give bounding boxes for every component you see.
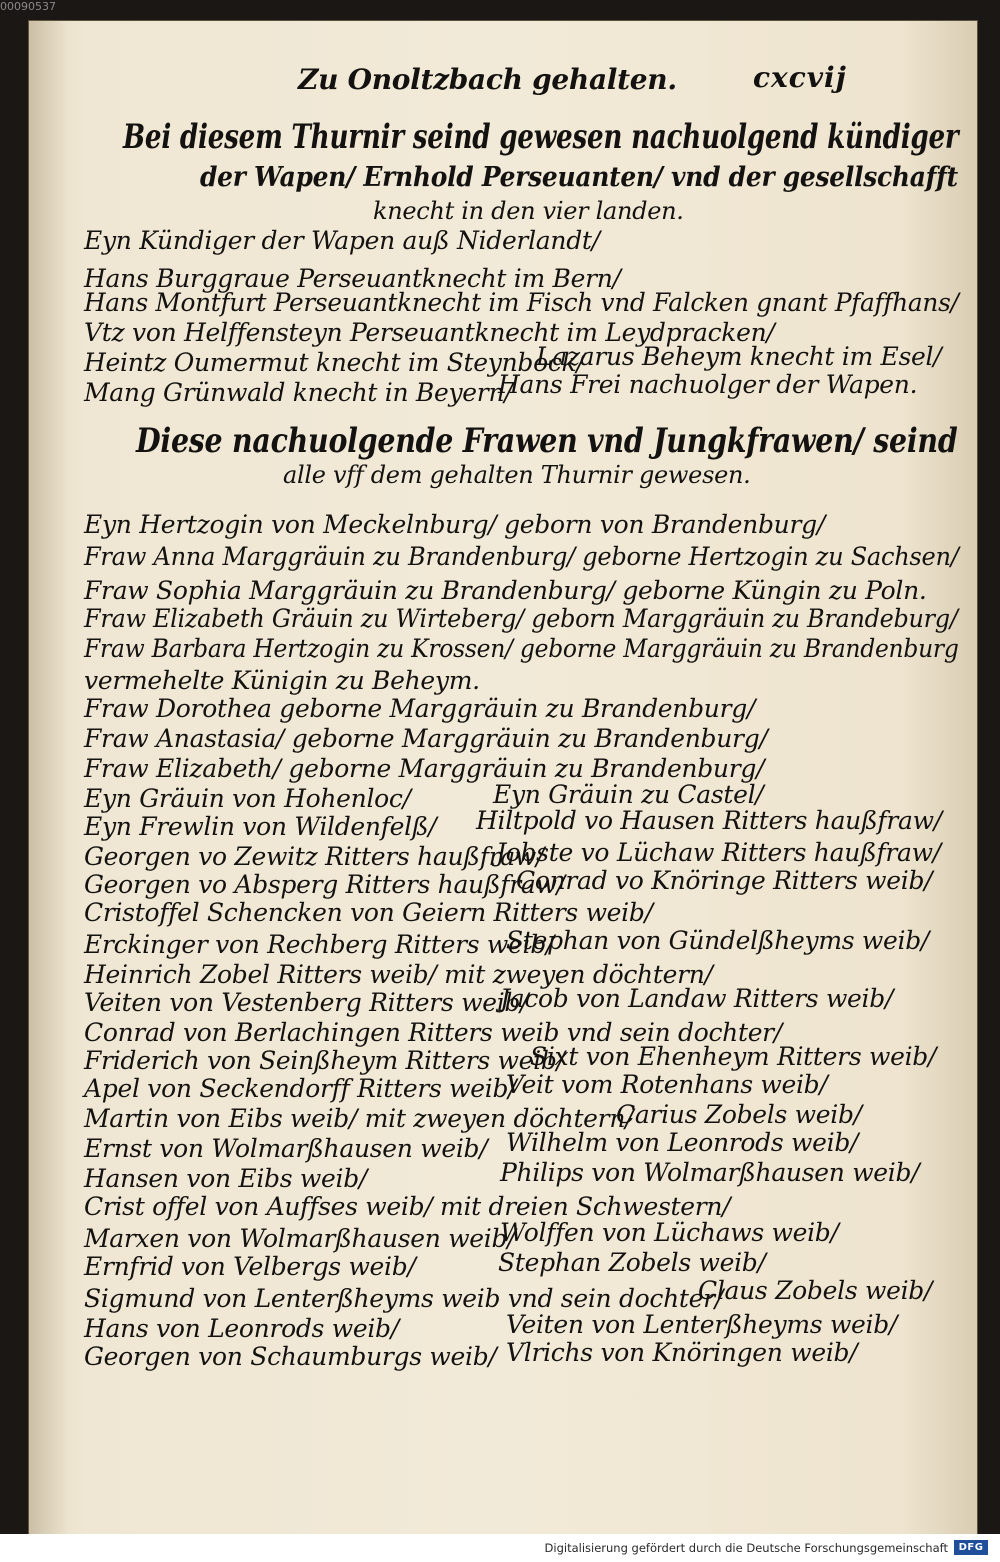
list-item: Carius Zobels weib/ <box>616 1100 862 1129</box>
section1-heading-line3: knecht in den vier landen. <box>373 197 684 225</box>
list-item: Eyn Kündiger der Wapen auß Niderlandt/ <box>84 226 600 255</box>
section2-heading-line2: alle vff dem gehalten Thurnir gewesen. <box>283 461 751 489</box>
list-item: Ernst von Wolmarßhausen weib/ <box>84 1134 488 1163</box>
digitization-footer <box>0 1534 1000 1562</box>
folio-number: cxcvij <box>753 61 847 94</box>
list-item: Marxen von Wolmarßhausen weib/ <box>84 1224 516 1253</box>
list-item: Ernfrid von Velbergs weib/ <box>84 1252 416 1281</box>
list-item: Fraw Barbara Hertzogin zu Krossen/ geborne Marggräuin zu Brandenburg <box>84 634 959 663</box>
list-item: Fraw Elizabeth/ geborne Marggräuin zu Brandenburg/ <box>84 754 765 783</box>
list-item: Veit vom Rotenhans weib/ <box>506 1070 828 1099</box>
list-item: Veiten von Vestenberg Ritters weib/ <box>84 988 529 1017</box>
list-item: Hansen von Eibs weib/ <box>84 1164 368 1193</box>
list-item: Apel von Seckendorff Ritters weib/ <box>84 1074 517 1103</box>
list-item: Hans von Leonrods weib/ <box>84 1314 399 1343</box>
list-item: Fraw Anastasia/ geborne Marggräuin zu Brandenburg/ <box>84 724 768 753</box>
list-item: Eyn Frewlin von Wildenfelß/ <box>84 812 437 841</box>
list-item: Wolffen von Lüchaws weib/ <box>500 1218 839 1247</box>
section2-heading: Diese nachuolgende Frawen vnd Jungkfrawen/ seind <box>136 421 958 461</box>
list-item: Conrad von Berlachingen Ritters weib vnd sein dochter/ <box>84 1018 782 1047</box>
list-item: Sixt von Ehenheym Ritters weib/ <box>530 1042 937 1071</box>
list-item: Mang Grünwald knecht in Beyern/ <box>84 378 513 407</box>
list-item: Jacob von Landaw Ritters weib/ <box>500 984 894 1013</box>
list-item: Eyn Hertzogin von Meckelnburg/ geborn von Brandenburg/ <box>84 510 825 539</box>
list-item: Hiltpold vo Hausen Ritters haußfraw/ <box>476 806 942 835</box>
running-head: Zu Onoltzbach gehalten. <box>298 63 677 96</box>
list-item: Fraw Sophia Marggräuin zu Brandenburg/ geborne Küngin zu Poln. <box>84 576 927 605</box>
list-item: Veiten von Lenterßheyms weib/ <box>506 1310 898 1339</box>
list-item: Jobste vo Lüchaw Ritters haußfraw/ <box>496 838 941 867</box>
list-item: Hans Montfurt Perseuantknecht im Fisch vnd Falcken gnant Pfaffhans/ <box>84 288 959 317</box>
list-item: Claus Zobels weib/ <box>698 1276 933 1305</box>
list-item: Heintz Oumermut knecht im Steynbock/ <box>84 348 585 377</box>
footer-credit-text: Digitalisierung gefördert durch die Deutsche Forschungsgemeinschaft <box>544 1541 948 1555</box>
list-item: Lazarus Beheym knecht im Esel/ <box>536 342 942 371</box>
list-item: Vlrichs von Knöringen weib/ <box>506 1338 858 1367</box>
section1-heading: Bei diesem Thurnir seind gewesen nachuolgend kündiger <box>123 117 959 157</box>
book-page <box>28 20 978 1535</box>
list-item: Conrad vo Knöringe Ritters weib/ <box>516 866 933 895</box>
list-item: vermehelte Künigin zu Beheym. <box>84 666 480 695</box>
list-item: Eyn Gräuin von Hohenloc/ <box>84 784 411 813</box>
list-item: Philips von Wolmarßhausen weib/ <box>500 1158 920 1187</box>
list-item: Sigmund von Lenterßheyms weib vnd sein dochter/ <box>84 1284 723 1313</box>
list-item: Georgen vo Absperg Ritters haußfraw/ <box>84 870 565 899</box>
list-item: Fraw Anna Marggräuin zu Brandenburg/ geborne Hertzogin zu Sachsen/ <box>84 542 959 571</box>
list-item: Fraw Dorothea geborne Marggräuin zu Brandenburg/ <box>84 694 756 723</box>
list-item: Stephan von Gündelßheyms weib/ <box>506 926 930 955</box>
list-item: Fraw Elizabeth Gräuin zu Wirteberg/ geborn Marggräuin zu Brandeburg/ <box>84 604 958 633</box>
list-item: Wilhelm von Leonrods weib/ <box>506 1128 859 1157</box>
list-item: Cristoffel Schencken von Geiern Ritters weib/ <box>84 898 653 927</box>
list-item: Martin von Eibs weib/ mit zweyen döchtern/ <box>84 1104 634 1133</box>
list-item: Erckinger von Rechberg Ritters weib/ <box>84 930 555 959</box>
dfg-logo: DFG <box>954 1540 988 1555</box>
list-item: Eyn Gräuin zu Castel/ <box>493 780 764 809</box>
section1-heading-line2: der Wapen/ Ernhold Perseuanten/ vnd der gesellschafft <box>200 162 958 193</box>
list-item: Hans Burggraue Perseuantknecht im Bern/ <box>84 264 621 293</box>
list-item: Vtz von Helffensteyn Perseuantknecht im Leydpracken/ <box>84 318 775 347</box>
list-item: Georgen von Schaumburgs weib/ <box>84 1342 497 1371</box>
list-item: Stephan Zobels weib/ <box>498 1248 766 1277</box>
list-item: Georgen vo Zewitz Ritters haußfraw/ <box>84 842 545 871</box>
list-item: Friderich von Seinßheym Ritters weib/ <box>84 1046 565 1075</box>
list-item: Crist offel von Auffses weib/ mit dreien Schwestern/ <box>84 1192 731 1221</box>
scan-id-label: 00090537 <box>0 0 56 13</box>
list-item: Heinrich Zobel Ritters weib/ mit zweyen döchtern/ <box>84 960 713 989</box>
list-item: Hans Frei nachuolger der Wapen. <box>498 370 918 399</box>
